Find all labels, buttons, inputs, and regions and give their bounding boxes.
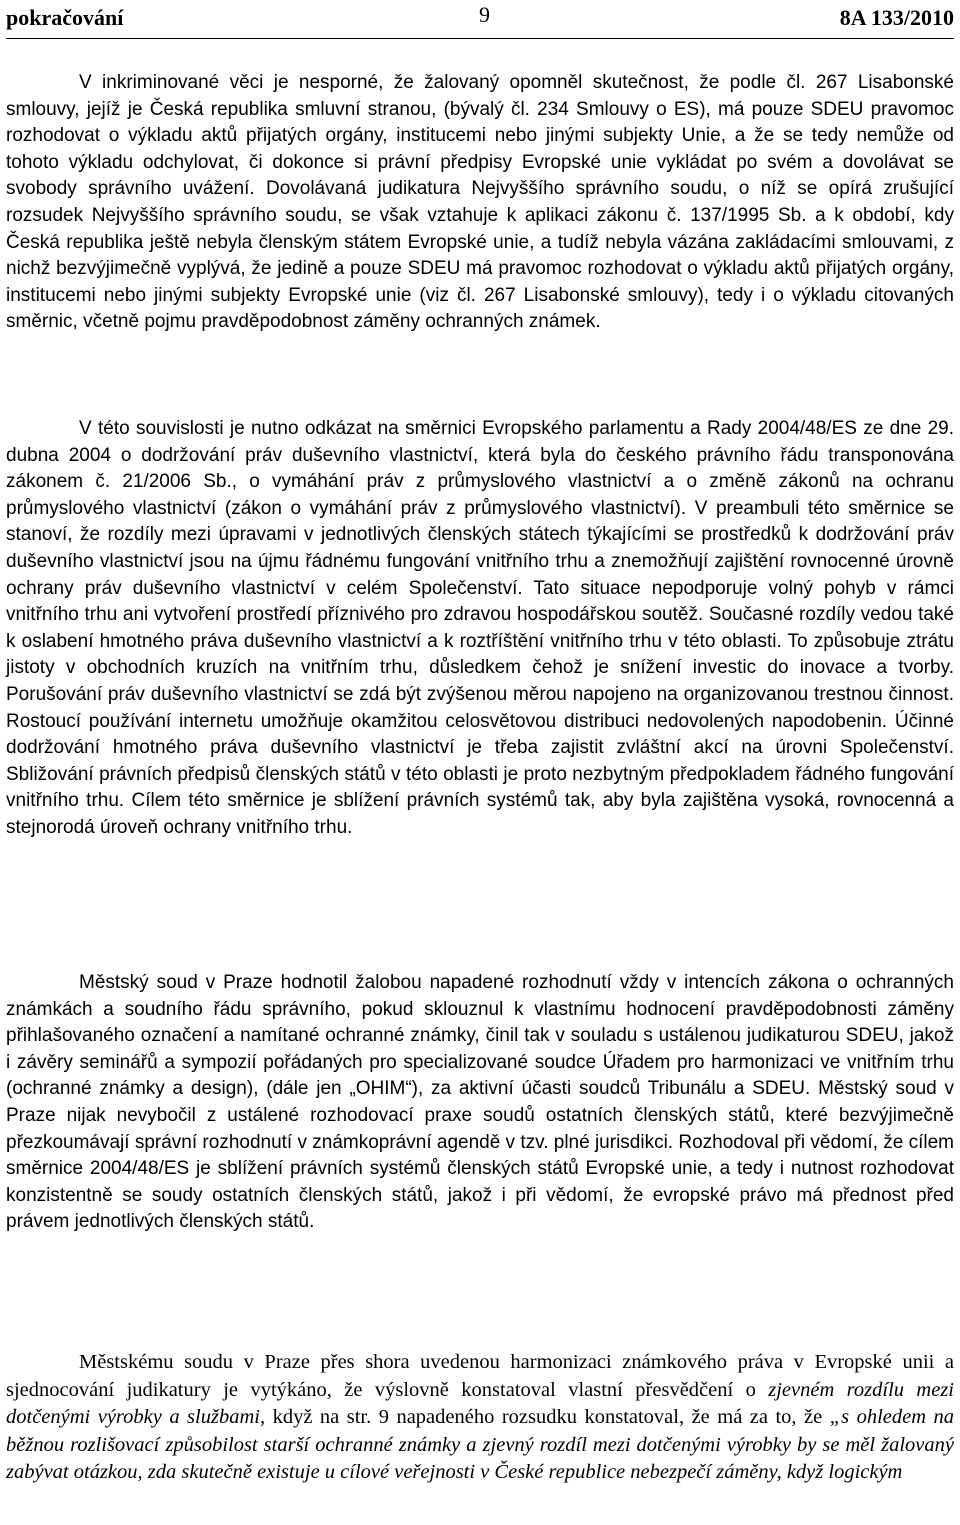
paragraph-2: V této souvislosti je nutno odkázat na směrnici Evropského parlamentu a Rady 2004/48/ES ze dne 29. dubna 2004 o dodržování práv duševního vlastnictví, která byla do českého právního řádu transponována zákonem č. 21/2006 Sb., o vymáhání práv z průmyslového vlastnictví a o změně zákonů na ochranu průmyslového vlastnictví (zákon o vymáhání práv z průmyslového vlastnictví). V preambuli této směrnice se stanoví, že rozdíly mezi úpravami v jednotlivých členských státech týkajícími se prostředků k dodržování práv duševního vlastnictví jsou na újmu řádnému fungování vnitřního trhu a znemožňují zajištění rovnocenné úrovně ochrany práv duševního vlastnictví v celém Společenství. Tato situace nepodporuje volný pohyb v rámci vnitřního trhu ani vytvoření prostředí příznivého pro zdravou hospodářskou soutěž. Současné rozdíly vedou také k oslabení hmotného práva duševního vlastnictví a k roztříštění vnitřního trhu v této oblasti. To způsobuje ztrátu jistoty v obchodních kruzích na vnitřním trhu, důsledkem čehož je snížení investic do inovace a tvorby. Porušování práv duševního vlastnictví se zdá být zvýšenou měrou napojeno na organizovanou trestnou činnost. Rostoucí používání internetu umožňuje okamžitou celosvětovou distribuci nedovolených napodobenin. Účinné dodržování hmotného práva duševního vlastnictví je třeba zajistit zvláštní akcí na úrovni Společenství. Sbližování právních předpisů členských států v této oblasti je proto nezbytným předpokladem řádného fungování vnitřního trhu. Cílem této směrnice je sblížení právních systémů tak, aby byla zajištěna vysoká, rovnocenná a stejnorodá úroveň ochrany vnitřního trhu. bbox=[6, 418, 954, 838]
paragraph-3: Městský soud v Praze hodnotil žalobou napadené rozhodnutí vždy v intencích zákona o ochranných známkách a soudního řádu správního, pokud sklouznul k vlastnímu hodnocení pravděpodobnosti záměny přihlašovaného označení a namítané ochranné známky, činil tak v souladu s ustálenou judikaturou SDEU, jakož i závěry seminářů a sympozií pořádaných pro specializované soudce Úřadem pro harmonizaci ve vnitřním trhu (ochranné známky a design), (dále jen „OHIM“), za aktivní účasti soudců Tribunálu a SDEU. Městský soud v Praze nijak nevybočil z ustálené rozhodovací praxe soudů ostatních členských států, které bezvýjimečně přezkoumávají správní rozhodnutí v známkoprávní agendě v tzv. plné jurisdikci. Rozhodoval při vědomí, že cílem směrnice 2004/48/ES je sblížení právních systémů členských států Evropské unie, a tedy i nutnost rozhodovat konzistentně se soudy ostatních členských států, jakož i při vědomí, že evropské právo má přednost před právem jednotlivých členských států. bbox=[6, 972, 954, 1233]
header-divider bbox=[6, 38, 954, 39]
paragraph-4-italic-phrase: zjevném rozdílu mezi dotčenými výrobky a službami bbox=[6, 1378, 954, 1428]
paragraph-1: V inkriminované věci je nesporné, že žalovaný opomněl skutečnost, že podle čl. 267 Lisabonské smlouvy, jejíž je Česká republika smluvní stranou, (bývalý čl. 234 Smlouvy o ES), má pouze SDEU pravomoc rozhodovat o výkladu aktů přijatých orgány, institucemi nebo jinými subjekty Unie, a že se tedy nemůže od tohoto výkladu odchylovat, či dokonce si právní předpisy Evropské unie vykládat po svém a dovolávat se svobody správního uvážení. Dovolávaná judikatura Nejvyššího správního soudu, o níž se opírá zrušující rozsudek Nejvyššího správního soudu, se však vztahuje k aplikaci zákonu č. 137/1995 Sb. a k období, kdy Česká republika ještě nebyla členským státem Evropské unie, a tudíž nebyla vázána zakládacími smlouvami, z nichž bezvýjimečně vyplývá, že jedině a pouze SDEU má pravomoc rozhodovat o výkladu aktů přijatých orgány, institucemi nebo jinými subjekty Evropské unie (viz čl. 267 Lisabonské smlouvy), tedy i o výkladu citovaných směrnic, včetně pojmu pravděpodobnost záměny ochranných známek. bbox=[6, 72, 954, 333]
case-number: 8A 133/2010 bbox=[839, 5, 954, 30]
page-number: 9 bbox=[479, 2, 490, 27]
paragraph-4-text-a: Městskému soudu v Praze přes shora uvedenou harmonizaci známkového práva v Evropské unii a sjednocování judikatury je vytýkáno, že výslovně konstatoval vlastní přesvědčení o bbox=[6, 1351, 954, 1401]
header-continuation-label: pokračování bbox=[6, 5, 124, 30]
paragraph-4 bbox=[6, 1349, 954, 1487]
page-header bbox=[6, 2, 954, 42]
paragraph-4-text-c: , když na str. 9 napadeného rozsudku konstatoval, že má za to, že bbox=[259, 1406, 830, 1428]
paragraph-4-italic-quote: „s ohledem na běžnou rozlišovací způsobilost starší ochranné známky a zjevný rozdíl mezi dotčenými výrobky by se měl žalovaný zabývat otázkou, zda skutečně existuje u cílové veřejnosti v České republice nebezpečí záměny, když logickým bbox=[6, 1406, 955, 1483]
